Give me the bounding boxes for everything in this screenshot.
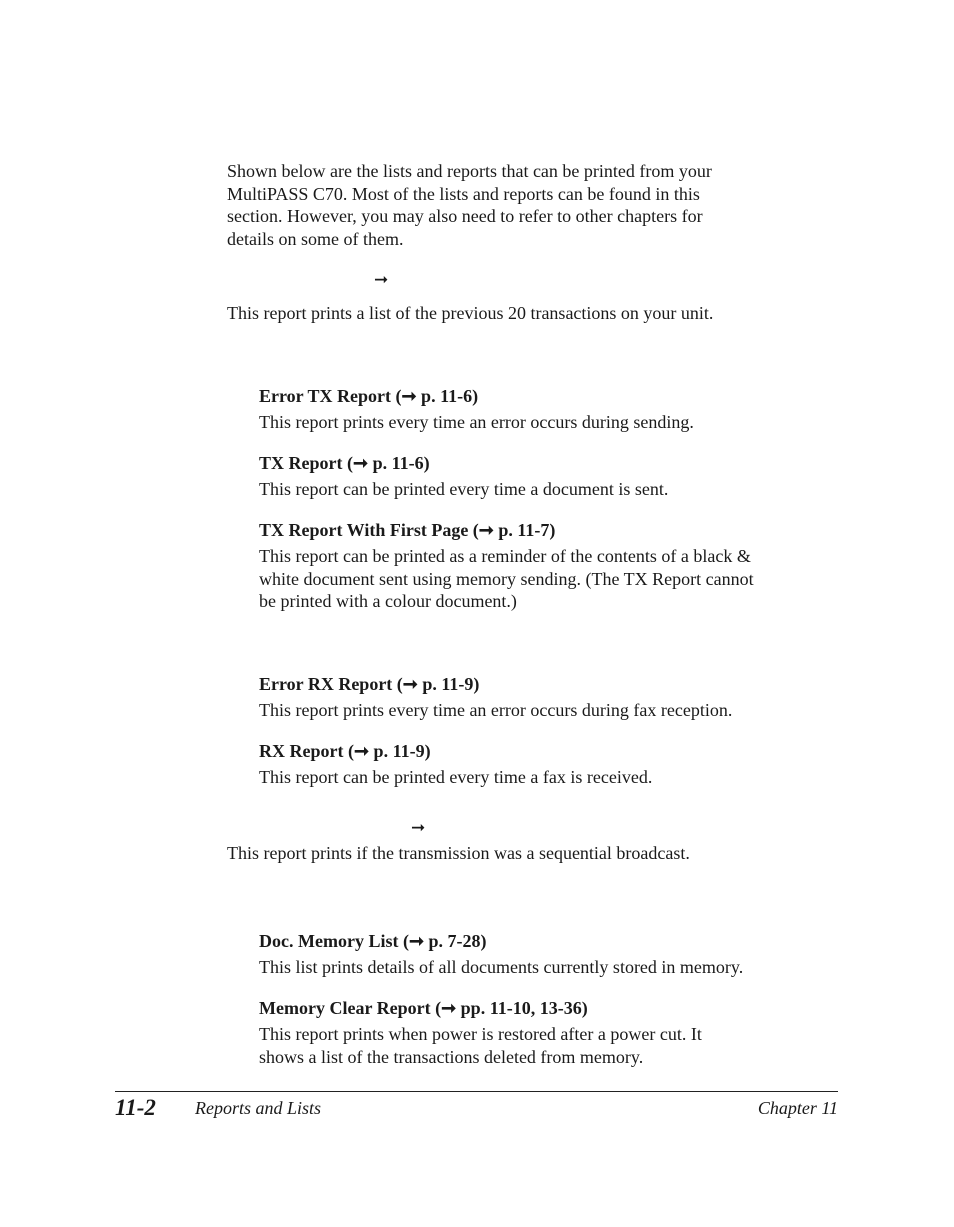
- tx-report-item: [259, 452, 668, 501]
- broadcast-report-arrow-icon: ➞: [411, 818, 426, 838]
- rx-report-description: This report can be printed every time a fax is received.: [259, 767, 653, 787]
- tx-report-first-page-line: white document sent using memory sending. (The TX Report cannot: [259, 568, 754, 589]
- memory-clear-report-line: shows a list of the transactions deleted from memory.: [259, 1046, 644, 1067]
- tx-report-description: This report can be printed every time a document is sent.: [259, 479, 669, 499]
- tx-report-item: [259, 385, 694, 434]
- activity-report-description: This report prints a list of the previous 20 transactions on your unit.: [227, 303, 714, 323]
- intro-line: details on some of them.: [227, 228, 404, 249]
- doc-memory-list-heading: Doc. Memory List (➞ p. 7-28): [259, 931, 487, 951]
- error-rx-report-heading: Error RX Report (➞ p. 11-9): [259, 674, 480, 694]
- memory-list-item: [259, 930, 743, 979]
- error-rx-report-description: This report prints every time an error occurs during fax reception.: [259, 700, 733, 720]
- error-tx-report-description: This report prints every time an error occurs during sending.: [259, 412, 694, 432]
- intro-line: MultiPASS C70. Most of the lists and reports can be found in this: [227, 183, 700, 204]
- tx-report-first-page-line: This report can be printed as a reminder of the contents of a black &: [259, 546, 751, 566]
- tx-report-first-page-heading: TX Report With First Page (➞ p. 11-7): [259, 520, 556, 540]
- intro-paragraph: [227, 160, 712, 250]
- activity-report-arrow-icon: ➞: [374, 270, 389, 290]
- memory-clear-report-heading: Memory Clear Report (➞ pp. 11-10, 13-36): [259, 998, 588, 1018]
- intro-line: Shown below are the lists and reports that can be printed from your: [227, 161, 712, 181]
- error-tx-report-heading: Error TX Report (➞ p. 11-6): [259, 386, 479, 406]
- broadcast-report-description: This report prints if the transmission was a sequential broadcast.: [227, 843, 690, 863]
- memory-list-item: [259, 997, 702, 1068]
- tx-report-heading: TX Report (➞ p. 11-6): [259, 453, 430, 473]
- tx-report-first-page-line: be printed with a colour document.): [259, 591, 517, 611]
- memory-clear-report-line: This report prints when power is restored after a power cut. It: [259, 1024, 702, 1044]
- footer-divider: [115, 1091, 838, 1092]
- rx-report-item: [259, 673, 732, 722]
- doc-memory-list-description: This list prints details of all documents currently stored in memory.: [259, 957, 744, 977]
- rx-report-heading: RX Report (➞ p. 11-9): [259, 741, 431, 761]
- tx-report-item: [259, 519, 754, 613]
- rx-report-item: [259, 740, 652, 789]
- page-number: 11-2: [115, 1095, 156, 1120]
- chapter-label: Chapter 11: [757, 1098, 838, 1118]
- intro-line: section. However, you may also need to refer to other chapters for: [227, 206, 703, 226]
- section-title: Reports and Lists: [195, 1098, 322, 1118]
